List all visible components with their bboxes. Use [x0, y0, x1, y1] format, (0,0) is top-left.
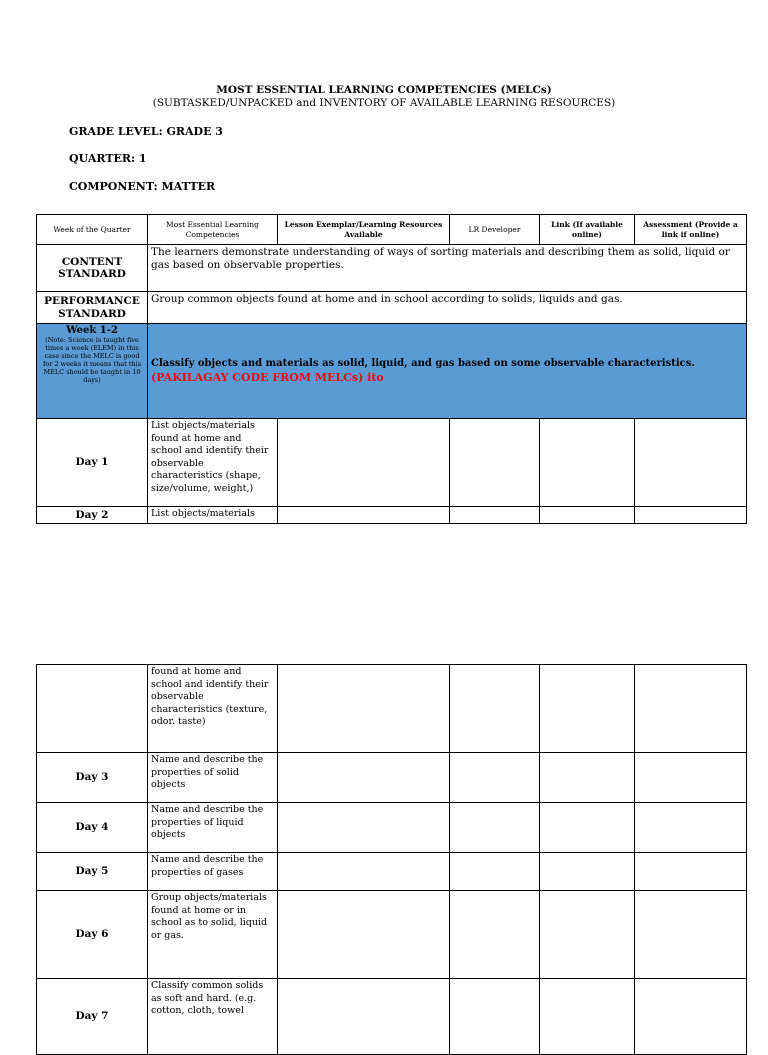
empty-cell — [278, 891, 450, 979]
competency-cell: List objects/materials — [148, 507, 278, 524]
melc-table-page-1 — [36, 214, 747, 524]
performance-standard-text: Group common objects found at home and in school according to solids, liquids and gas. — [148, 292, 747, 324]
empty-cell — [635, 665, 747, 753]
empty-cell — [278, 419, 450, 507]
empty-cell — [450, 979, 540, 1055]
empty-cell — [540, 753, 635, 803]
empty-cell — [635, 891, 747, 979]
empty-cell — [540, 891, 635, 979]
table-row — [37, 753, 747, 803]
empty-cell — [635, 507, 747, 524]
day-label — [37, 665, 148, 753]
header-assessment: Assessment (Provide a link if online) — [635, 215, 747, 245]
empty-cell — [278, 753, 450, 803]
week-row — [37, 324, 747, 419]
empty-cell — [540, 507, 635, 524]
empty-cell — [278, 979, 450, 1055]
competency-cell: Name and describe the properties of gases — [148, 853, 278, 891]
week-cell — [37, 324, 148, 419]
table-row — [37, 891, 747, 979]
content-standard-row — [37, 245, 747, 292]
header-lr-developer: LR Developer — [450, 215, 540, 245]
empty-cell — [540, 665, 635, 753]
empty-cell — [450, 891, 540, 979]
competency-cell: found at home and school and identify their observable characteristics (texture, odor. taste) — [148, 665, 278, 753]
day-label: Day 3 — [37, 753, 148, 803]
empty-cell — [450, 665, 540, 753]
grade-level: GRADE LEVEL: GRADE 3 — [69, 125, 223, 138]
document-title: MOST ESSENTIAL LEARNING COMPETENCIES (MELCs) — [216, 84, 552, 96]
table-row — [37, 507, 747, 524]
empty-cell — [278, 665, 450, 753]
day-label: Day 1 — [37, 419, 148, 507]
empty-cell — [450, 853, 540, 891]
empty-cell — [635, 803, 747, 853]
empty-cell — [278, 853, 450, 891]
content-standard-label: CONTENT STANDARD — [37, 245, 148, 292]
empty-cell — [450, 507, 540, 524]
empty-cell — [635, 979, 747, 1055]
melc-text: Classify objects and materials as solid, liquid, and gas based on some observable characteristics. — [151, 357, 695, 369]
header-link: Link (If available online) — [540, 215, 635, 245]
table-header-row — [37, 215, 747, 245]
empty-cell — [278, 507, 450, 524]
table-row — [37, 853, 747, 891]
performance-standard-label: PERFORMANCE STANDARD — [37, 292, 148, 324]
empty-cell — [635, 753, 747, 803]
header-melc: Most Essential Learning Competencies — [148, 215, 278, 245]
competency-cell: Group objects/materials found at home or in school as to solid, liquid or gas. — [148, 891, 278, 979]
day-label: Day 6 — [37, 891, 148, 979]
empty-cell — [540, 803, 635, 853]
table-row — [37, 665, 747, 753]
week-label: Week 1-2 — [66, 325, 118, 336]
table-row — [37, 979, 747, 1055]
empty-cell — [278, 803, 450, 853]
empty-cell — [450, 419, 540, 507]
empty-cell — [635, 853, 747, 891]
header-week: Week of the Quarter — [37, 215, 148, 245]
empty-cell — [540, 853, 635, 891]
melc-table-page-2 — [36, 664, 747, 1055]
week-note: (Note: Science is taught five times a week (ELEM) in this case since the MELC is good for 2 weeks it means that this MELC should be taught in 10 days) — [42, 336, 142, 384]
component: COMPONENT: MATTER — [69, 180, 216, 193]
day-label: Day 7 — [37, 979, 148, 1055]
competency-cell: Classify common solids as soft and hard. (e.g. cotton, cloth, towel — [148, 979, 278, 1055]
melc-code-note: (PAKILAGAY CODE FROM MELCs) ito — [151, 371, 384, 384]
empty-cell — [540, 979, 635, 1055]
empty-cell — [450, 753, 540, 803]
content-standard-text: The learners demonstrate understanding of ways of sorting materials and describing them as solid, liquid or gas based on observable properties. — [148, 245, 747, 292]
competency-cell: List objects/materials found at home and school and identify their observable characteristics (shape, size/volume, weight,) — [148, 419, 278, 507]
table-row — [37, 419, 747, 507]
day-label: Day 4 — [37, 803, 148, 853]
empty-cell — [540, 419, 635, 507]
quarter: QUARTER: 1 — [69, 152, 147, 165]
performance-standard-row — [37, 292, 747, 324]
table-row — [37, 803, 747, 853]
competency-cell: Name and describe the properties of solid objects — [148, 753, 278, 803]
melc-cell — [148, 324, 747, 419]
day-label: Day 2 — [37, 507, 148, 524]
competency-cell: Name and describe the properties of liquid objects — [148, 803, 278, 853]
empty-cell — [635, 419, 747, 507]
header-lesson-exemplar: Lesson Exemplar/Learning Resources Available — [278, 215, 450, 245]
day-label: Day 5 — [37, 853, 148, 891]
document-subtitle: (SUBTASKED/UNPACKED and INVENTORY OF AVAILABLE LEARNING RESOURCES) — [152, 97, 616, 109]
empty-cell — [450, 803, 540, 853]
